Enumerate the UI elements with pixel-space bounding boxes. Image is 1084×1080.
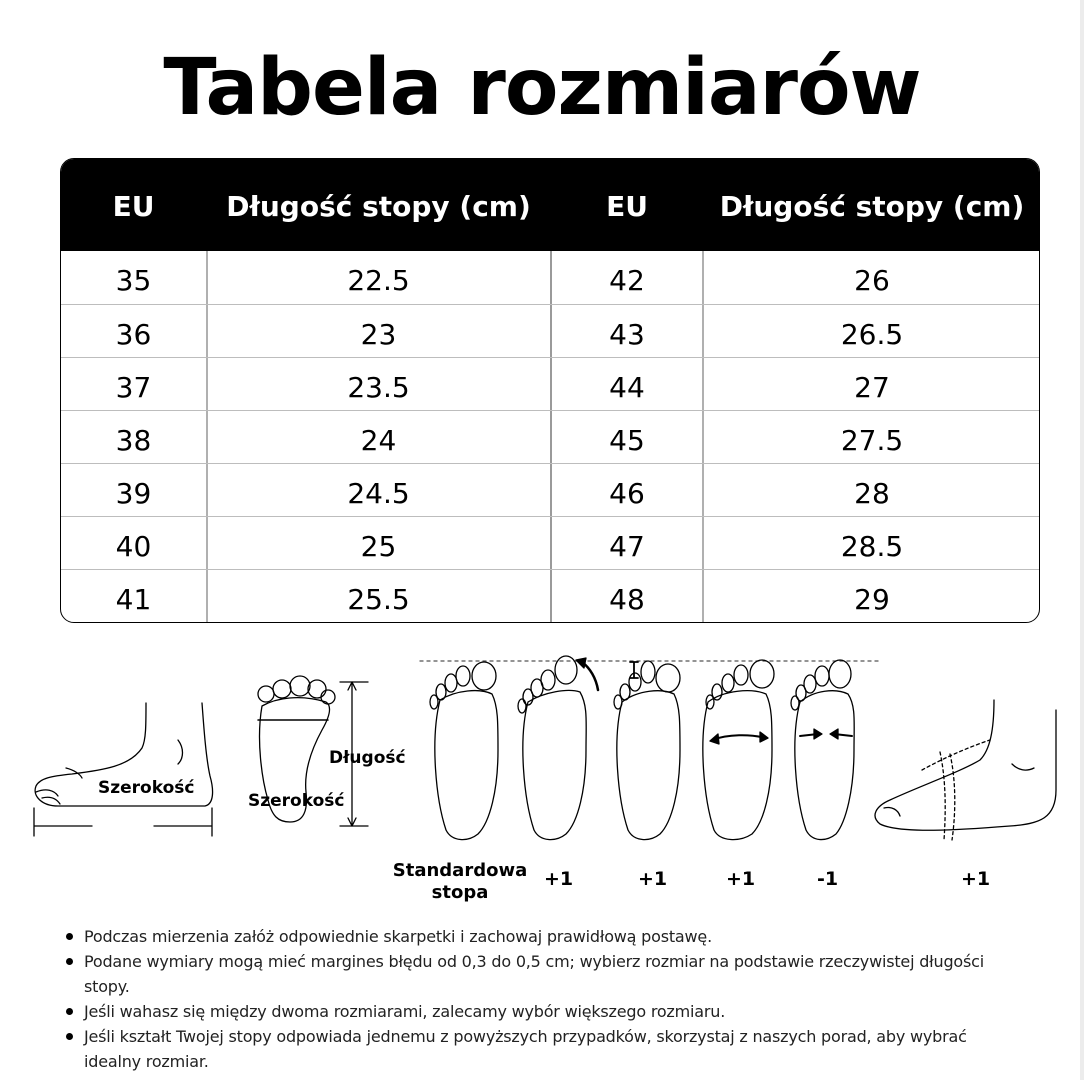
- cell-length: 23: [360, 318, 397, 351]
- page-title: Tabela rozmiarów: [163, 43, 921, 133]
- table-row: [61, 251, 1039, 304]
- cell-eu: 40: [115, 530, 152, 563]
- cell-eu: 47: [609, 530, 645, 563]
- size-table: [60, 158, 1040, 623]
- long-toe-foot-icon: [614, 661, 680, 840]
- standard-foot-icon: [430, 662, 498, 840]
- cell-length: 29: [854, 583, 890, 616]
- cell-eu: 36: [115, 318, 152, 351]
- adjustment-narrow: -1: [817, 868, 839, 890]
- cell-length: 26: [854, 264, 890, 297]
- cell-eu: 39: [115, 477, 152, 510]
- header-eu-1: EU: [112, 190, 155, 223]
- table-row: [61, 463, 1039, 516]
- cell-eu: 37: [115, 371, 152, 404]
- standard-label-line1: Standardowa: [392, 860, 528, 881]
- standard-label-line2: stopa: [431, 882, 489, 903]
- header-foot-length-2: Długość stopy (cm): [719, 190, 1025, 223]
- high-instep-foot-icon: [875, 700, 1056, 840]
- note-item: Podane wymiary mogą mieć margines błędu od 0,3 do 0,5 cm; wybierz rozmiar na podstawie rzeczywistej długości stopy.: [62, 949, 1022, 999]
- cell-eu: 44: [609, 371, 645, 404]
- table-header: [61, 159, 1039, 251]
- note-item: Jeśli wahasz się między dwoma rozmiarami, zalecamy wybór większego rozmiaru.: [62, 999, 1022, 1024]
- cell-length: 27: [854, 371, 890, 404]
- cell-eu: 35: [115, 264, 152, 297]
- adjustment-high-instep: +1: [961, 868, 991, 890]
- side-foot-icon: [34, 703, 213, 836]
- adjustment-bunion: +1: [544, 868, 574, 890]
- bunion-foot-icon: [518, 656, 598, 840]
- cell-eu: 45: [609, 424, 645, 457]
- adjustment-long-toe: +1: [638, 868, 668, 890]
- table-row: [61, 357, 1039, 410]
- table-body: [61, 251, 1039, 623]
- standard-foot-label: [392, 860, 528, 904]
- cell-eu: 38: [115, 424, 152, 457]
- table-row: [61, 304, 1039, 357]
- cell-length: 28.5: [840, 530, 904, 563]
- cell-length: 22.5: [347, 264, 410, 297]
- cell-length: 24: [360, 424, 397, 457]
- right-edge-strip: [1080, 0, 1084, 1080]
- cell-length: 23.5: [347, 371, 410, 404]
- side-width-label: Szerokość: [98, 778, 195, 798]
- sole-width-label: Szerokość: [248, 791, 345, 811]
- header-foot-length-1: Długość stopy (cm): [226, 190, 531, 223]
- cell-length: 27.5: [840, 424, 904, 457]
- table-row: [61, 410, 1039, 463]
- cell-length: 25.5: [347, 583, 410, 616]
- notes-list: [62, 924, 1022, 1074]
- adjustment-wide: +1: [726, 868, 756, 890]
- cell-length: 25: [360, 530, 397, 563]
- cell-eu: 41: [115, 583, 152, 616]
- sole-length-label: Długość: [329, 748, 406, 768]
- foot-illustrations: [0, 640, 1084, 910]
- cell-eu: 43: [609, 318, 645, 351]
- narrow-foot-icon: [791, 660, 854, 840]
- cell-length: 26.5: [840, 318, 904, 351]
- table-row: [61, 516, 1039, 569]
- header-eu-2: EU: [606, 190, 648, 223]
- table-row: [61, 569, 1039, 622]
- cell-eu: 46: [609, 477, 645, 510]
- wide-foot-icon: [703, 660, 774, 840]
- cell-eu: 48: [609, 583, 645, 616]
- cell-length: 28: [854, 477, 890, 510]
- note-item: Podczas mierzenia załóż odpowiednie skarpetki i zachowaj prawidłową postawę.: [62, 924, 1022, 949]
- cell-eu: 42: [609, 264, 645, 297]
- note-item: Jeśli kształt Twojej stopy odpowiada jednemu z powyższych przypadków, skorzystaj z naszych porad, aby wybrać idealny rozmiar.: [62, 1024, 1022, 1074]
- cell-length: 24.5: [347, 477, 410, 510]
